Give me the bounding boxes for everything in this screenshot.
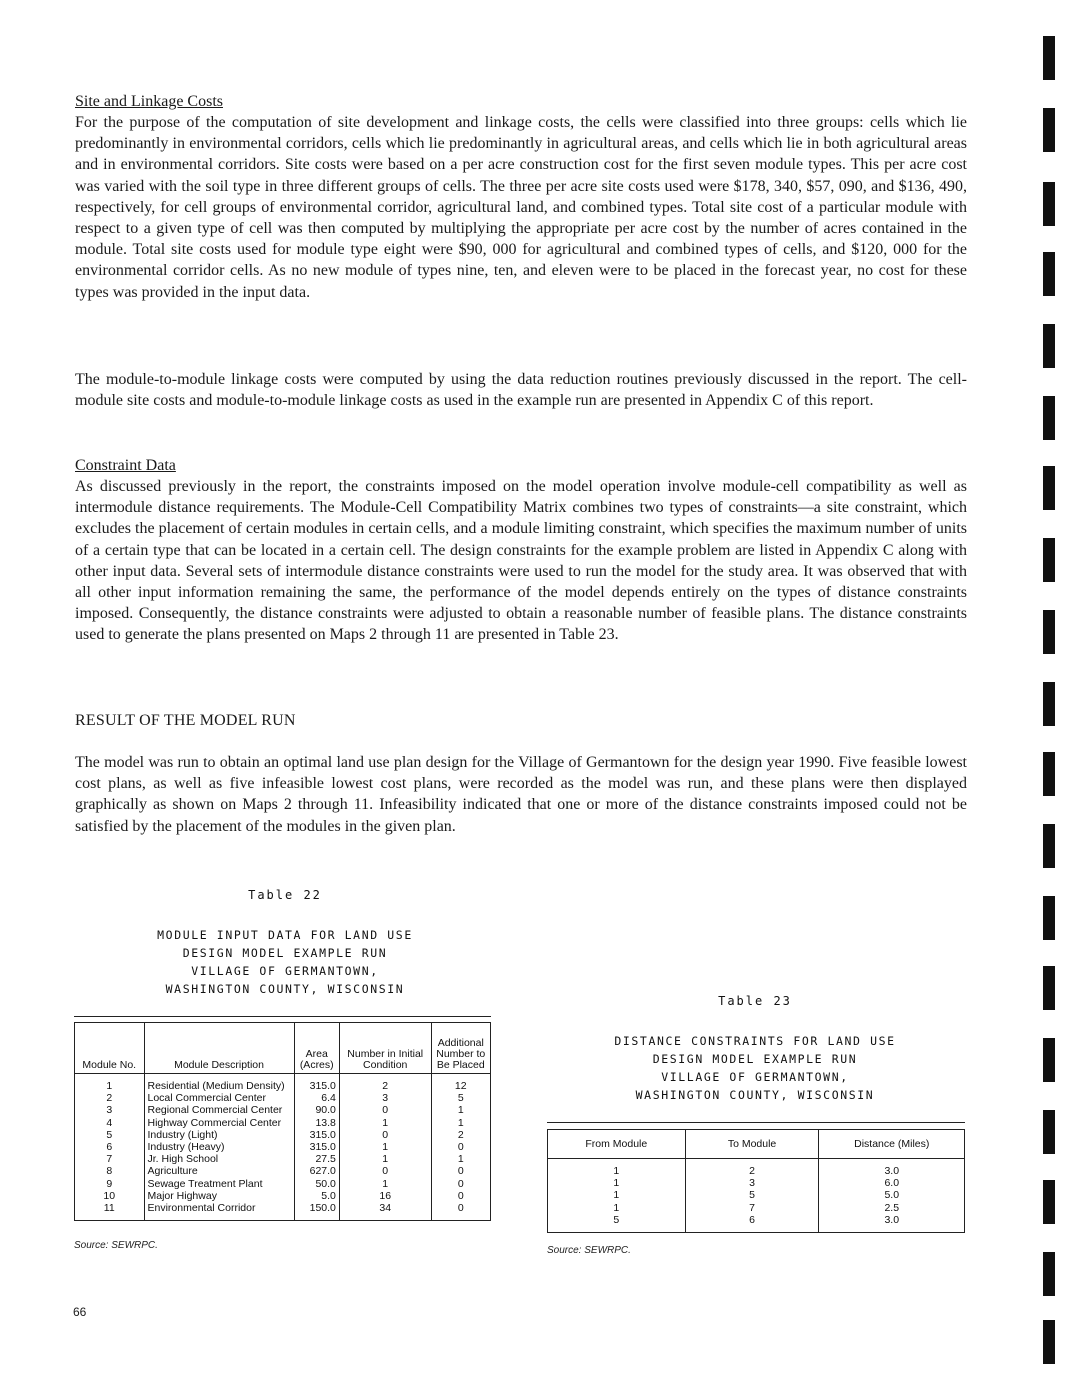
title-line: MODULE INPUT DATA FOR LAND USE <box>157 928 413 942</box>
table-row <box>75 1117 491 1129</box>
cell-area: 150.0 <box>294 1202 339 1221</box>
column-header: Module Description <box>144 1023 294 1074</box>
table-23-top-rule <box>547 1122 965 1123</box>
edge-mark <box>1043 1110 1055 1154</box>
cell-from: 5 <box>548 1214 686 1233</box>
cell-module-no: 10 <box>75 1190 145 1202</box>
cell-initial: 1 <box>339 1178 431 1190</box>
title-line: DESIGN MODEL EXAMPLE RUN <box>182 946 388 960</box>
cell-description: Major Highway <box>144 1190 294 1202</box>
cell-description: Local Commercial Center <box>144 1092 294 1104</box>
paragraph: For the purpose of the computation of site development and linkage costs, the cells were classified into three groups: cells which lie predominantly in environmental corridors, cells which lie predominantly in agricultural areas, and cells which lie in both agricultural areas and in environmental corridors. Site costs were based on a per acre construction cost for the first seven module types. This per acre cost was varied with the soil type in three different groups of cells. The three per acre site costs used were $178, 340, $57, 090, and $136, 490, respectively, for cell groups of environmental corridor, agricultural land, and combined types. Total site cost of a particular module with respect to a given type of cell was then computed by multiplying the appropriate per acre cost by the number of acres contained in the module. Total site costs used for module type eight were $90, 000 for agricultural and combined types of cells, and $120, 000 for the environmental corridor cells. As no new module of types nine, ten, and eleven were to be placed in the forecast year, no cost for these types was provided in the input data. <box>75 114 967 301</box>
edge-mark <box>1043 1320 1055 1364</box>
cell-distance: 6.0 <box>819 1177 965 1189</box>
cell-distance: 3.0 <box>819 1159 965 1178</box>
cell-initial: 16 <box>339 1190 431 1202</box>
cell-area: 627.0 <box>294 1165 339 1177</box>
cell-description: Industry (Heavy) <box>144 1141 294 1153</box>
edge-mark <box>1043 538 1055 582</box>
cell-to: 3 <box>685 1177 819 1189</box>
column-header: To Module <box>685 1130 819 1159</box>
paragraph: The model was run to obtain an optimal land use plan design for the Village of Germantown for the design year 1990. Five feasible lowest cost plans, as well as five infeasible lowest cost plans, were recorded as the model was run, and these plans were then displayed graphically as shown on Maps 2 through 11. Infeasibility indicated that one or more of the distance constraints imposed could not be satisfied by the placement of the modules in the given plan. <box>75 754 967 835</box>
table-row <box>548 1202 965 1214</box>
cell-initial: 0 <box>339 1104 431 1116</box>
cell-description: Residential (Medium Density) <box>144 1074 294 1093</box>
paragraph: The module-to-module linkage costs were computed by using the data reduction routines previously discussed in the report. The cell-module site costs and module-to-module linkage costs as used in the example run are presented in Appendix C of this report. <box>75 371 967 410</box>
table-row <box>75 1202 491 1221</box>
cell-description: Jr. High School <box>144 1153 294 1165</box>
cell-to: 6 <box>685 1214 819 1233</box>
cell-module-no: 7 <box>75 1153 145 1165</box>
table-row <box>75 1165 491 1177</box>
edge-mark <box>1043 182 1055 226</box>
table-row <box>75 1129 491 1141</box>
cell-initial: 1 <box>339 1117 431 1129</box>
cell-description: Agriculture <box>144 1165 294 1177</box>
section-heading: RESULT OF THE MODEL RUN <box>75 712 296 729</box>
table-header-row <box>548 1130 965 1159</box>
cell-additional: 0 <box>431 1141 490 1153</box>
column-header: Module No. <box>75 1023 145 1074</box>
table-header-row <box>75 1023 491 1074</box>
title-line: VILLAGE OF GERMANTOWN, <box>191 964 379 978</box>
section-linkage-paragraph <box>75 369 967 411</box>
table-row <box>548 1214 965 1233</box>
edge-mark <box>1043 1180 1055 1224</box>
table-23-title <box>560 1032 950 1104</box>
cell-description: Industry (Light) <box>144 1129 294 1141</box>
edge-mark <box>1043 466 1055 510</box>
edge-mark <box>1043 610 1055 654</box>
cell-distance: 3.0 <box>819 1214 965 1233</box>
table-22-title <box>110 926 460 998</box>
cell-area: 27.5 <box>294 1153 339 1165</box>
cell-module-no: 2 <box>75 1092 145 1104</box>
title-line: DISTANCE CONSTRAINTS FOR LAND USE <box>614 1034 896 1048</box>
cell-from: 1 <box>548 1189 686 1201</box>
paragraph: As discussed previously in the report, the constraints imposed on the model operation involve module-cell compatibility as well as intermodule distance requirements. The Module-Cell Compatibility Matrix combines two types of constraints—a site constraint, which excludes the placement of certain modules in certain cells, and a module limiting constraint, which specifies the maximum number of units of a certain type that can be located in a certain cell. The design constraints for the example problem are listed in Appendix C along with other input data. Several sets of intermodule distance constraints were used to run the model for the study area. It was observed that with all other input information remaining the same, the performance of the model depends entirely on the types of distance constraints imposed. Consequently, the distance constraints were adjusted to obtain a reasonable number of feasible plans. The distance constraints used to generate the plans presented on Maps 2 through 11 are presented in Table 23. <box>75 478 967 644</box>
cell-area: 315.0 <box>294 1129 339 1141</box>
cell-additional: 0 <box>431 1165 490 1177</box>
cell-description: Environmental Corridor <box>144 1202 294 1221</box>
table-22-label: Table 22 <box>248 888 322 902</box>
table-row <box>548 1159 965 1178</box>
table-row <box>548 1189 965 1201</box>
cell-initial: 0 <box>339 1129 431 1141</box>
table-row <box>75 1141 491 1153</box>
cell-additional: 1 <box>431 1153 490 1165</box>
page-number: 66 <box>73 1305 87 1319</box>
table-row <box>75 1104 491 1116</box>
cell-module-no: 9 <box>75 1178 145 1190</box>
column-header: Additional Number to Be Placed <box>431 1023 490 1074</box>
cell-additional: 0 <box>431 1178 490 1190</box>
cell-area: 315.0 <box>294 1141 339 1153</box>
edge-mark <box>1043 324 1055 368</box>
section-result <box>75 752 967 837</box>
column-header: Area (Acres) <box>294 1023 339 1074</box>
section-heading: Constraint Data <box>75 457 176 474</box>
cell-initial: 34 <box>339 1202 431 1221</box>
cell-additional: 12 <box>431 1074 490 1093</box>
cell-area: 50.0 <box>294 1178 339 1190</box>
cell-area: 13.8 <box>294 1117 339 1129</box>
cell-initial: 2 <box>339 1074 431 1093</box>
table-row <box>75 1092 491 1104</box>
table-row <box>75 1190 491 1202</box>
cell-module-no: 6 <box>75 1141 145 1153</box>
cell-from: 1 <box>548 1202 686 1214</box>
section-site-linkage-costs <box>75 91 967 303</box>
cell-initial: 3 <box>339 1092 431 1104</box>
edge-mark <box>1043 108 1055 152</box>
edge-marks <box>1043 0 1059 1380</box>
edge-mark <box>1043 752 1055 796</box>
column-header: Number in Initial Condition <box>339 1023 431 1074</box>
cell-area: 90.0 <box>294 1104 339 1116</box>
column-header: Distance (Miles) <box>819 1130 965 1159</box>
section-constraint-data <box>75 455 967 646</box>
cell-module-no: 11 <box>75 1202 145 1221</box>
cell-from: 1 <box>548 1159 686 1178</box>
table-22 <box>74 1022 491 1221</box>
cell-to: 5 <box>685 1189 819 1201</box>
section-result-heading <box>75 710 967 731</box>
column-header: From Module <box>548 1130 686 1159</box>
edge-mark <box>1043 252 1055 296</box>
cell-module-no: 5 <box>75 1129 145 1141</box>
cell-additional: 2 <box>431 1129 490 1141</box>
table-row <box>75 1074 491 1093</box>
cell-additional: 1 <box>431 1117 490 1129</box>
cell-description: Sewage Treatment Plant <box>144 1178 294 1190</box>
cell-to: 2 <box>685 1159 819 1178</box>
cell-additional: 1 <box>431 1104 490 1116</box>
title-line: WASHINGTON COUNTY, WISCONSIN <box>635 1088 875 1102</box>
table-22-source: Source: SEWRPC. <box>74 1240 158 1251</box>
edge-mark <box>1043 36 1055 80</box>
cell-to: 7 <box>685 1202 819 1214</box>
cell-description: Highway Commercial Center <box>144 1117 294 1129</box>
cell-module-no: 8 <box>75 1165 145 1177</box>
cell-initial: 1 <box>339 1141 431 1153</box>
cell-area: 5.0 <box>294 1190 339 1202</box>
cell-area: 6.4 <box>294 1092 339 1104</box>
edge-mark <box>1043 682 1055 726</box>
cell-distance: 2.5 <box>819 1202 965 1214</box>
edge-mark <box>1043 396 1055 440</box>
cell-description: Regional Commercial Center <box>144 1104 294 1116</box>
cell-additional: 0 <box>431 1202 490 1221</box>
edge-mark <box>1043 1252 1055 1296</box>
edge-mark <box>1043 896 1055 940</box>
table-23 <box>547 1129 965 1233</box>
table-row <box>548 1177 965 1189</box>
cell-module-no: 4 <box>75 1117 145 1129</box>
cell-module-no: 3 <box>75 1104 145 1116</box>
title-line: DESIGN MODEL EXAMPLE RUN <box>652 1052 858 1066</box>
section-heading: Site and Linkage Costs <box>75 93 223 110</box>
cell-module-no: 1 <box>75 1074 145 1093</box>
table-row <box>75 1178 491 1190</box>
edge-mark <box>1043 824 1055 868</box>
title-line: VILLAGE OF GERMANTOWN, <box>661 1070 849 1084</box>
cell-area: 315.0 <box>294 1074 339 1093</box>
table-22-top-rule <box>74 1016 491 1017</box>
edge-mark <box>1043 966 1055 1010</box>
title-line: WASHINGTON COUNTY, WISCONSIN <box>165 982 405 996</box>
table-23-source: Source: SEWRPC. <box>547 1245 631 1256</box>
cell-from: 1 <box>548 1177 686 1189</box>
table-row <box>75 1153 491 1165</box>
cell-additional: 0 <box>431 1190 490 1202</box>
edge-mark <box>1043 1038 1055 1082</box>
cell-initial: 0 <box>339 1165 431 1177</box>
cell-initial: 1 <box>339 1153 431 1165</box>
cell-distance: 5.0 <box>819 1189 965 1201</box>
cell-additional: 5 <box>431 1092 490 1104</box>
table-23-label: Table 23 <box>718 994 792 1008</box>
